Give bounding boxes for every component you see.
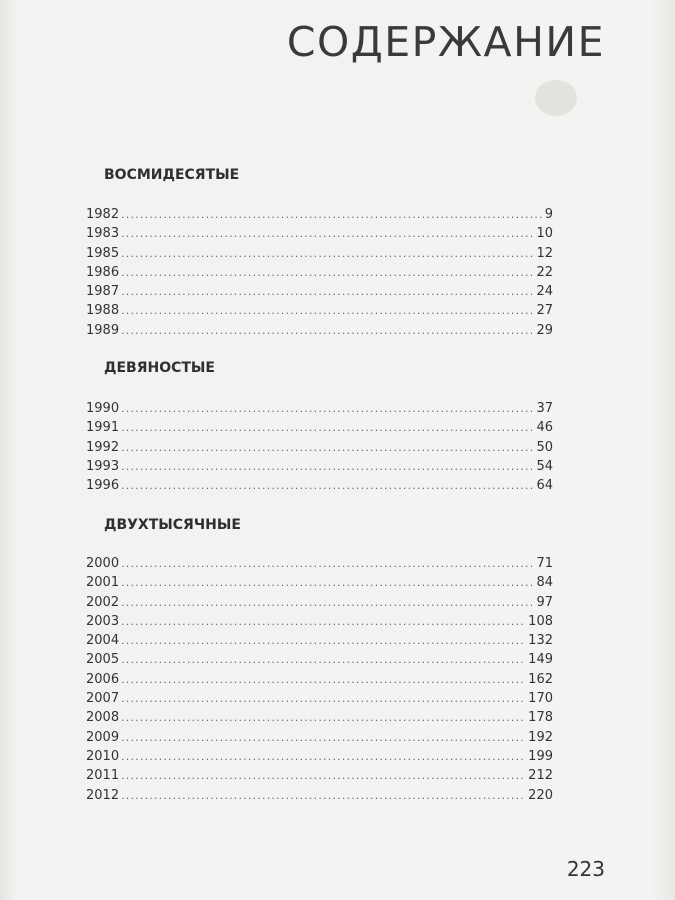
toc-entry[interactable] — [86, 457, 553, 476]
toc-list-2000s — [86, 554, 553, 805]
dot-leader — [121, 244, 534, 263]
dot-leader — [121, 224, 534, 243]
dot-leader — [121, 689, 526, 708]
section-heading-1980s: ВОСМИДЕСЯТЫЕ — [104, 167, 240, 183]
toc-entry[interactable] — [86, 282, 553, 301]
dot-leader — [121, 670, 526, 689]
dot-leader — [121, 205, 543, 224]
dot-leader — [121, 554, 534, 573]
toc-year: 2012 — [86, 787, 120, 803]
dot-leader — [121, 399, 534, 418]
toc-page: 162 — [528, 671, 553, 687]
dot-leader — [121, 728, 526, 747]
toc-entry[interactable] — [86, 224, 553, 243]
toc-page: 84 — [536, 575, 553, 591]
toc-year: 1989 — [86, 322, 120, 338]
toc-page: 10 — [536, 226, 553, 242]
toc-page: 27 — [536, 303, 553, 319]
toc-year: 1987 — [86, 284, 120, 300]
toc-entry[interactable] — [86, 573, 553, 592]
toc-list-1980s — [86, 205, 553, 340]
dot-leader — [121, 612, 526, 631]
toc-year: 1993 — [86, 458, 120, 474]
dot-leader — [121, 708, 526, 727]
toc-entry[interactable] — [86, 399, 553, 418]
toc-year: 1992 — [86, 439, 120, 455]
dot-leader — [121, 438, 534, 457]
bleed-through-emblem-icon — [535, 80, 577, 116]
toc-list-1990s — [86, 399, 553, 495]
toc-entry[interactable] — [86, 670, 553, 689]
toc-entry[interactable] — [86, 612, 553, 631]
dot-leader — [121, 282, 534, 301]
toc-entry[interactable] — [86, 476, 553, 495]
dot-leader — [121, 786, 526, 805]
toc-page: 50 — [536, 439, 553, 455]
dot-leader — [121, 593, 534, 612]
toc-entry[interactable] — [86, 593, 553, 612]
page-number: 223 — [566, 857, 605, 881]
toc-entry[interactable] — [86, 650, 553, 669]
toc-year: 1991 — [86, 420, 120, 436]
toc-year: 1983 — [86, 226, 120, 242]
toc-page: 178 — [528, 710, 553, 726]
toc-page: 220 — [528, 787, 553, 803]
dot-leader — [121, 650, 526, 669]
toc-page: 170 — [528, 691, 553, 707]
toc-year: 1996 — [86, 478, 120, 494]
toc-year: 2009 — [86, 729, 120, 745]
toc-year: 2010 — [86, 748, 120, 764]
dot-leader — [121, 263, 534, 282]
toc-page: 9 — [544, 207, 553, 222]
toc-year: 2001 — [86, 575, 120, 591]
toc-page: 71 — [536, 556, 553, 571]
dot-leader — [121, 631, 526, 650]
dot-leader — [121, 476, 534, 495]
toc-entry[interactable] — [86, 321, 553, 340]
toc-entry[interactable] — [86, 554, 553, 573]
toc-page: 149 — [528, 652, 553, 668]
dot-leader — [121, 301, 534, 320]
toc-page: 12 — [536, 245, 553, 261]
toc-year: 1988 — [86, 303, 120, 319]
dot-leader — [121, 418, 534, 437]
toc-page: 64 — [536, 478, 553, 494]
toc-entry[interactable] — [86, 631, 553, 650]
toc-page: 132 — [528, 633, 553, 649]
toc-entry[interactable] — [86, 418, 553, 437]
toc-year: 1985 — [86, 245, 120, 261]
dot-leader — [121, 321, 534, 340]
section-heading-1990s: ДЕВЯНОСТЫЕ — [104, 360, 215, 376]
toc-entry[interactable] — [86, 728, 553, 747]
toc-page: 199 — [528, 748, 553, 764]
toc-year: 1982 — [86, 207, 120, 222]
toc-page: 192 — [528, 729, 553, 745]
toc-page: 22 — [536, 264, 553, 280]
toc-year: 2007 — [86, 691, 120, 707]
dot-leader — [121, 766, 526, 785]
toc-entry[interactable] — [86, 747, 553, 766]
toc-entry[interactable] — [86, 438, 553, 457]
toc-year: 2006 — [86, 671, 120, 687]
dot-leader — [121, 573, 534, 592]
toc-year: 2002 — [86, 594, 120, 610]
toc-year: 2011 — [86, 768, 120, 784]
toc-year: 1986 — [86, 264, 120, 280]
toc-entry[interactable] — [86, 708, 553, 727]
toc-entry[interactable] — [86, 244, 553, 263]
toc-entry[interactable] — [86, 689, 553, 708]
toc-entry[interactable] — [86, 766, 553, 785]
toc-year: 2003 — [86, 613, 120, 629]
toc-entry[interactable] — [86, 786, 553, 805]
toc-year: 1990 — [86, 401, 120, 416]
toc-entry[interactable] — [86, 263, 553, 282]
page-title: СОДЕРЖАНИЕ — [286, 18, 605, 66]
toc-year: 2000 — [86, 556, 120, 571]
toc-page: 29 — [536, 322, 553, 338]
toc-page: 212 — [528, 768, 553, 784]
toc-page: 54 — [536, 458, 553, 474]
toc-page: 108 — [528, 613, 553, 629]
toc-year: 2005 — [86, 652, 120, 668]
toc-page: 37 — [536, 401, 553, 416]
section-heading-2000s: ДВУХТЫСЯЧНЫЕ — [104, 517, 241, 533]
dot-leader — [121, 457, 534, 476]
toc-year: 2008 — [86, 710, 120, 726]
toc-page: 24 — [536, 284, 553, 300]
toc-page: 97 — [536, 594, 553, 610]
toc-entry[interactable] — [86, 301, 553, 320]
dot-leader — [121, 747, 526, 766]
toc-page: 46 — [536, 420, 553, 436]
toc-entry[interactable] — [86, 205, 553, 224]
toc-year: 2004 — [86, 633, 120, 649]
